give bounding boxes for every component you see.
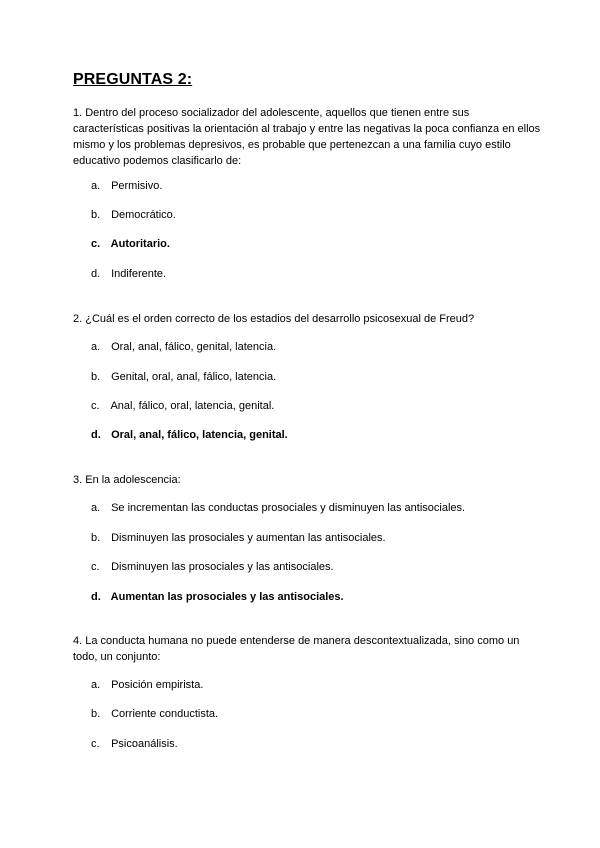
question-1-text: 1. Dentro del proceso socializador del adolescente, aquellos que tienen entre sus características positivas la orientación al trabajo y entre las negativas la poca confianza en ellos mismo y los problemas depresivos, es probable que pertenezcan a una familia cuyo estilo educativo podemos clasificarlo de: — [73, 107, 541, 167]
question-3-option-c — [91, 559, 334, 575]
question-4-option-a — [91, 677, 203, 693]
question-2-option-a — [91, 339, 276, 355]
option-text: Permisivo. — [111, 180, 163, 192]
option-letter: c. — [91, 400, 100, 412]
question-1-option-a — [91, 178, 162, 194]
option-text: Autoritario. — [110, 238, 170, 250]
question-1-option-b — [91, 207, 176, 223]
question-3-option-a — [91, 500, 465, 516]
option-text: Democrático. — [111, 209, 176, 221]
option-text: Aumentan las prosociales y las antisociales. — [110, 591, 344, 603]
option-text: Genital, oral, anal, fálico, latencia. — [111, 371, 277, 383]
question-2-option-b — [91, 369, 276, 385]
option-text: Disminuyen las prosociales y las antisociales. — [111, 561, 334, 573]
option-text: Se incrementan las conductas prosociales y disminuyen las antisociales. — [111, 502, 466, 514]
question-3-text: 3. En la adolescencia: — [73, 474, 181, 486]
option-text: Disminuyen las prosociales y aumentan las antisociales. — [111, 532, 386, 544]
option-text: Indiferente. — [111, 268, 167, 280]
option-letter: c. — [91, 561, 100, 573]
question-4-option-b — [91, 706, 218, 722]
question-4-option-c — [91, 736, 178, 752]
page-title: PREGUNTAS 2: — [73, 71, 193, 88]
option-text: Psicoanálisis. — [111, 738, 178, 750]
option-text: Anal, fálico, oral, latencia, genital. — [110, 400, 275, 412]
option-text: Oral, anal, fálico, latencia, genital. — [111, 429, 288, 441]
option-letter: b. — [91, 708, 101, 720]
question-1-option-d — [91, 266, 166, 282]
option-letter: b. — [91, 209, 101, 221]
option-letter: a. — [91, 341, 101, 353]
question-3-option-d-answer — [91, 589, 344, 605]
option-text: Corriente conductista. — [111, 708, 219, 720]
question-2-text: 2. ¿Cuál es el orden correcto de los estadios del desarrollo psicosexual de Freud? — [73, 313, 475, 325]
question-2-option-c — [91, 398, 274, 414]
option-letter: c. — [91, 738, 100, 750]
question-3-option-b — [91, 530, 386, 546]
option-letter: a. — [91, 679, 101, 691]
option-letter: b. — [91, 371, 101, 383]
question-1-option-c-answer — [91, 236, 170, 252]
option-text: Posición empirista. — [111, 679, 204, 691]
option-letter: d. — [91, 268, 101, 280]
option-letter: c. — [91, 238, 101, 250]
question-4-text: 4. La conducta humana no puede entenderse de manera descontextualizada, sino como un todo, un conjunto: — [73, 635, 520, 663]
option-text: Oral, anal, fálico, genital, latencia. — [111, 341, 277, 353]
option-letter: b. — [91, 532, 101, 544]
option-letter: a. — [91, 180, 101, 192]
option-letter: d. — [91, 429, 101, 441]
option-letter: d. — [91, 591, 101, 603]
question-2-option-d-answer — [91, 427, 288, 443]
option-letter: a. — [91, 502, 101, 514]
